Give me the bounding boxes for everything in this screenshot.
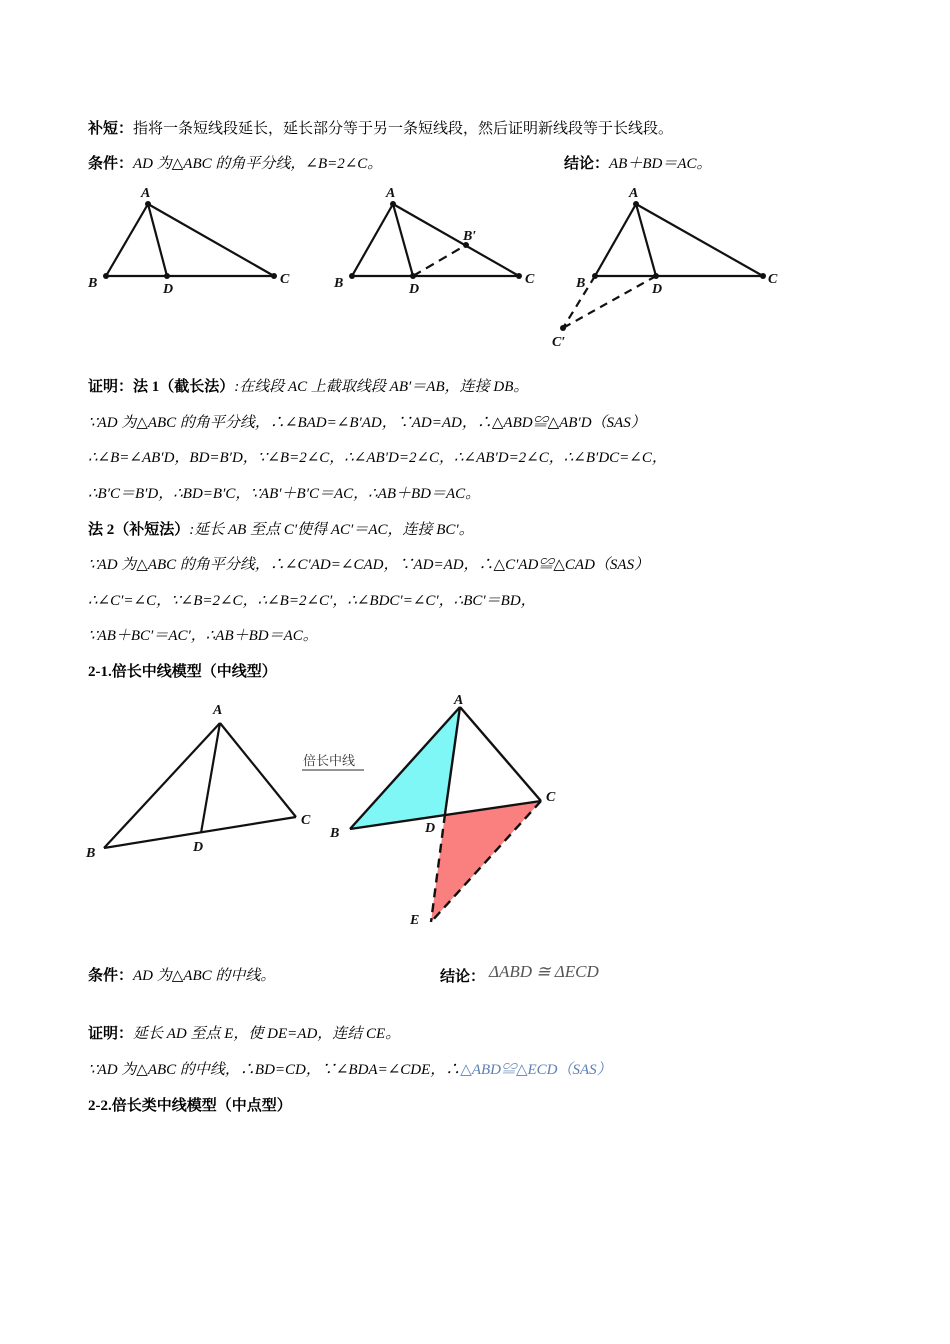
- figure-cut-long: [352, 204, 519, 276]
- median-proof-intro-line: [88, 1024, 400, 1044]
- conclusion-text: AB＋BD＝AC。: [609, 156, 712, 172]
- point-c-label: C: [280, 272, 290, 287]
- double-median-tag: 倍长中线: [303, 754, 356, 769]
- point-a-label: A: [141, 186, 151, 201]
- point-b-label: B: [86, 846, 96, 861]
- proof-line-text: ∵AD 为△ABC 的中线，∴BD=CD，∵∠BDA=∠CDE，∴: [88, 1062, 461, 1078]
- figure-extend-short: [563, 204, 763, 328]
- proof1-line-3: ∴B′C＝B′D，∴BD=B′C，∵AB′＋B′C＝AC，∴AB＋BD＝AC。: [88, 486, 481, 502]
- point-c-label: C: [768, 272, 778, 287]
- section-22-heading: 2-2.倍长类中线模型（中点型）: [88, 1098, 292, 1114]
- section-21-heading: 2-1.倍长中线模型（中线型）: [88, 664, 277, 680]
- median-conclusion-line: [440, 962, 599, 983]
- proof-intro: 延长 AD 至点 E，使 DE=AD，连结 CE。: [133, 1026, 401, 1042]
- point-d-label: D: [409, 282, 420, 297]
- proof2-label: 法 2（补短法）: [88, 522, 190, 538]
- proof1-line-2: ∴∠B=∠AB′D，BD=B′D，∵∠B=2∠C，∴∠AB′D=2∠C，∴∠AB′D=2∠C，∴∠B′DC=∠C，: [88, 450, 667, 466]
- figure-median-triangle: [104, 723, 296, 848]
- proof2-line-2: ∴∠C′=∠C，∵∠B=2∠C，∴∠B=2∠C′，∴∠BDC′=∠C′，∴BC′＝BD，: [88, 593, 536, 609]
- point-d-label: D: [163, 282, 174, 297]
- proof1-label: 证明：法 1（截长法）: [88, 379, 235, 395]
- median-condition-line: [88, 966, 275, 986]
- point-c-prime-label: C′: [552, 335, 566, 350]
- proof2-intro-line: [88, 520, 474, 540]
- point-a-label: A: [454, 693, 464, 708]
- condition-text: AD 为△ABC 的角平分线，∠B=2∠C。: [133, 156, 383, 172]
- condition-label: 条件：: [88, 156, 134, 172]
- point-b-label: B: [334, 276, 344, 291]
- proof-line-conclusion: △ABD≌△ECD（SAS）: [460, 1062, 612, 1078]
- point-d-label: D: [652, 282, 663, 297]
- point-c-label: C: [546, 790, 556, 805]
- condition-text: AD 为△ABC 的中线。: [133, 968, 276, 984]
- proof-label: 证明：: [88, 1026, 134, 1042]
- definition-label: 补短：: [88, 121, 134, 137]
- point-b-label: B: [576, 276, 586, 291]
- median-proof-line: [88, 1060, 612, 1080]
- point-b-label: B: [330, 826, 340, 841]
- point-b-label: B: [88, 276, 98, 291]
- figure-doubled-median: [350, 707, 541, 922]
- point-b-prime-label: B′: [463, 229, 477, 244]
- proof2-intro: :延长 AB 至点 C′使得 AC′＝AC，连接 BC′。: [189, 522, 474, 538]
- definition-text: 指将一条短线段延长，延长部分等于另一条短线段，然后证明新线段等于长线段。: [133, 121, 674, 137]
- point-d-label: D: [425, 821, 436, 836]
- point-a-label: A: [213, 703, 223, 718]
- point-a-label: A: [386, 186, 396, 201]
- point-e-label: E: [410, 913, 420, 928]
- conclusion-text: ΔABD ≅ ΔECD: [489, 962, 599, 981]
- proof2-line-1: ∵AD 为△ABC 的角平分线，∴∠C′AD=∠CAD，∵AD=AD，∴△C′AD≌△CAD（SAS）: [88, 557, 650, 573]
- figure-triangle-bisector: [106, 204, 274, 276]
- proof2-line-3: ∵AB＋BC′＝AC′，∴AB＋BD＝AC。: [88, 628, 318, 644]
- point-d-label: D: [193, 840, 204, 855]
- proof1-intro: :在线段 AC 上截取线段 AB′＝AB，连接 DB。: [234, 379, 529, 395]
- point-c-label: C: [301, 813, 311, 828]
- point-a-label: A: [629, 186, 639, 201]
- proof1-line-1: ∵AD 为△ABC 的角平分线，∴∠BAD=∠B′AD，∵AD=AD，∴△ABD≌△AB′D（SAS）: [88, 415, 646, 431]
- point-c-label: C: [525, 272, 535, 287]
- condition-label: 条件：: [88, 968, 134, 984]
- conclusion-label: 结论：: [440, 969, 486, 985]
- conclusion-label: 结论：: [564, 156, 610, 172]
- proof1-intro-line: [88, 377, 528, 397]
